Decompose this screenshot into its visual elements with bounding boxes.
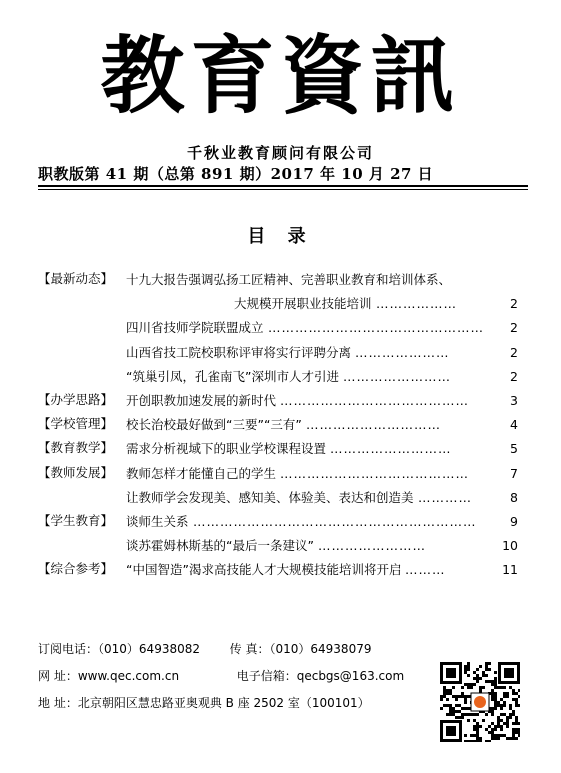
toc-row [38,343,518,363]
email-label: 电子信箱： [236,669,297,683]
issue-line: 职教版第 41 期（总第 891 期）2017 年 10 月 27 日 [38,165,434,183]
toc-entry-title[interactable]: 开创职教加速发展的新时代 [126,393,277,408]
toc-row [38,464,518,484]
phone-value: （010）64938082 [98,642,200,656]
section-tag: 【教师发展】 [38,464,118,482]
toc-entry-title[interactable]: “中国智造”渴求高技能人才大规模技能培训将开启 [126,562,402,578]
toc-page-number: 4 [510,417,518,433]
toc-entry-title[interactable]: 山西省技工院校职称评审将实行评聘分离 [126,344,352,360]
email-link[interactable]: qecbgs@163.com [296,669,405,683]
toc-entry-title[interactable]: 校长治校最好做到“三要”“三有” [126,417,302,433]
toc-row [38,439,518,459]
toc-entry-title[interactable]: 需求分析视域下的职业学校课程设置 [126,441,327,457]
toc-entry-title[interactable]: 教师怎样才能懂自己的学生 [126,465,277,481]
section-tag: 【教育教学】 [38,439,118,457]
fax-value: （010）64938079 [269,642,372,656]
toc-leader-dots: ………………………………………… [268,320,484,336]
toc-leader-dots: ………… [418,489,472,505]
contact-phone-row [38,641,371,657]
contact-web-row [38,668,404,684]
company-name: 千秋业教育顾问有限公司 [186,144,374,162]
toc-row [38,512,518,532]
toc-row [38,560,518,580]
phone-label: 订阅电话： [38,642,99,656]
toc-page-number: 2 [510,344,518,360]
address-value: 北京朝阳区慧忠路亚奥观典 B 座 2502 室（100101） [77,696,370,710]
toc-row [38,391,518,411]
toc-entry-title[interactable]: 让教师学会发现美、感知美、体验美、表达和创造美 [126,489,414,505]
section-tag: 【学生教育】 [38,512,118,530]
toc-row [38,318,518,338]
toc-leader-dots: ………………… [355,344,450,360]
toc-page-number: 7 [510,465,518,481]
toc-leader-dots: ……………………………………………………… [193,514,477,529]
toc-page-number: 2 [510,320,518,336]
toc-leader-dots: …………………… [318,538,426,554]
toc-entry-title[interactable]: 十九大报告强调弘扬工匠精神、完善职业教育和培训体系、 [126,272,452,287]
fax-label: 传 真： [229,642,270,656]
toc-leader-dots: …………………………………… [280,465,469,481]
toc-entry-title[interactable]: 大规模开展职业技能培训 [234,296,372,312]
toc-entry-title[interactable]: 谈苏霍姆林斯基的“最后一条建议” [126,538,314,554]
toc-row [38,367,518,387]
toc-page-number: 5 [510,441,518,457]
toc-page-number: 9 [510,514,518,529]
toc-entry-title[interactable]: “筑巢引凤，孔雀南飞”深圳市人才引进 [126,368,339,384]
section-tag: 【最新动态】 [38,270,118,288]
section-tag: 【综合参考】 [38,560,118,578]
toc-leader-dots: ……… [405,562,446,578]
toc-row [38,536,518,556]
toc-row [38,415,518,435]
toc-row [38,294,518,314]
masthead-title: 教育資訊 [100,26,461,125]
toc-page-number: 3 [510,393,518,408]
toc-page-number: 2 [510,296,518,312]
web-link[interactable]: www.qec.com.cn [77,669,180,683]
section-tag: 【学校管理】 [38,415,118,433]
qr-code-icon [440,662,520,742]
toc-row [38,270,518,290]
toc-leader-dots: …………………… [343,368,451,384]
toc-title: 目 录 [247,226,314,247]
address-label: 地 址： [38,696,78,710]
toc-leader-dots: ………………………… [306,417,441,433]
header-rule-thin [38,189,528,190]
web-label: 网 址： [38,669,78,683]
toc-page-number: 2 [510,368,518,384]
toc-page-number: 8 [510,489,518,505]
header-rule-thick [38,185,528,187]
toc-leader-dots: ……………………… [330,441,452,457]
toc-leader-dots: …………………………………… [280,393,469,408]
section-tag: 【办学思路】 [38,391,118,409]
contact-address-row [38,695,370,711]
toc-row [38,488,518,508]
toc-entry-title[interactable]: 四川省技师学院联盟成立 [126,320,264,336]
toc-page-number: 10 [502,538,518,554]
toc-page-number: 11 [502,562,518,578]
toc-entry-title[interactable]: 谈师生关系 [126,514,189,529]
toc-leader-dots: ……………… [376,296,457,312]
